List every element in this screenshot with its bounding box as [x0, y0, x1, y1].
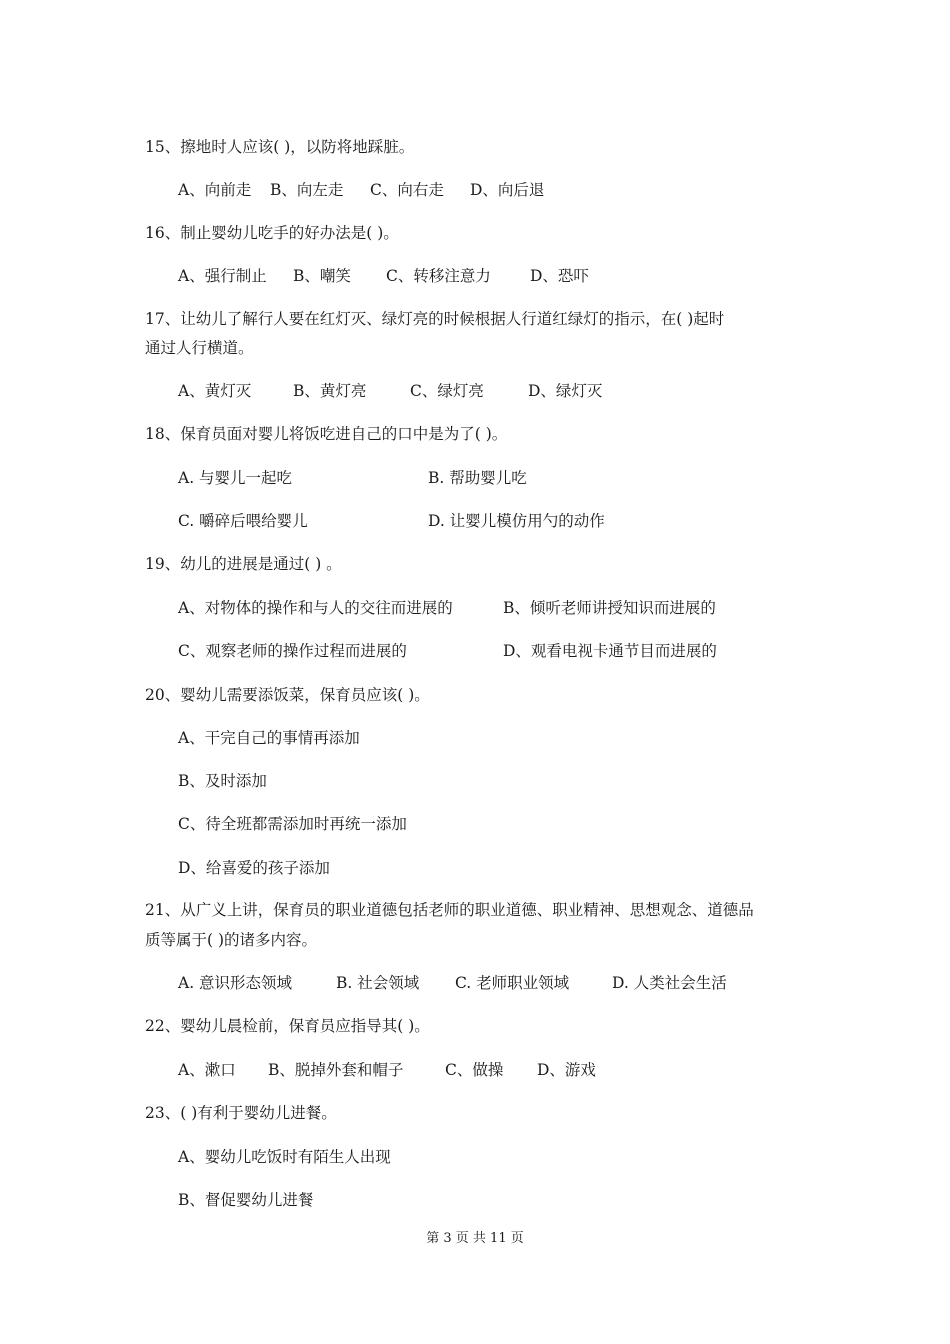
question-17-option: B、黄灯亮	[293, 382, 367, 400]
question-22-text: 22、婴幼儿晨检前，保育员应指导其( )。	[145, 1017, 430, 1035]
question-17-text: 17、让幼儿了解行人要在红灯灭、绿灯亮的时候根据人行道红绿灯的指示，在( )起时	[145, 310, 725, 328]
page-footer: 第 3 页 共 11 页	[426, 1231, 524, 1246]
question-15-option: D、向后退	[470, 181, 545, 199]
question-20-option: D、给喜爱的孩子添加	[178, 859, 330, 877]
question-21-option: B. 社会领域	[336, 974, 420, 992]
question-16-option: D、恐吓	[530, 267, 589, 285]
question-19-text: 19、幼儿的进展是通过( ) 。	[145, 555, 342, 573]
question-21-option: A. 意识形态领域	[178, 974, 293, 992]
question-21-text: 21、从广义上讲，保育员的职业道德包括老师的职业道德、职业精神、思想观念、道德品	[145, 901, 754, 919]
question-22-option: A、漱口	[178, 1061, 236, 1079]
question-18-option: A. 与婴儿一起吃	[178, 469, 293, 487]
question-20-text: 20、婴幼儿需要添饭菜，保育员应该( )。	[145, 686, 430, 704]
question-18-option: D. 让婴儿模仿用勺的动作	[428, 512, 605, 530]
question-15-option: A、向前走	[178, 181, 252, 199]
question-21-option: D. 人类社会生活	[612, 974, 727, 992]
question-15-option: B、向左走	[270, 181, 344, 199]
question-23-option: B、督促婴幼儿进餐	[178, 1191, 314, 1209]
question-17-option: A、黄灯灭	[178, 382, 252, 400]
question-15-text: 15、擦地时人应该( )，以防将地踩脏。	[145, 138, 415, 156]
question-17-text: 通过人行横道。	[145, 339, 254, 357]
question-15-option: C、向右走	[370, 181, 444, 199]
question-19-option: D、观看电视卡通节目而进展的	[503, 642, 717, 660]
question-16-text: 16、制止婴幼儿吃手的好办法是( )。	[145, 224, 399, 242]
question-19-option: B、倾听老师讲授知识而进展的	[503, 599, 716, 617]
question-17-option: D、绿灯灭	[528, 382, 603, 400]
question-23-option: A、婴幼儿吃饭时有陌生人出现	[178, 1148, 391, 1166]
question-18-text: 18、保育员面对婴儿将饭吃进自己的口中是为了( )。	[145, 425, 508, 443]
question-18-option: B. 帮助婴儿吃	[428, 469, 527, 487]
question-23-text: 23、( )有利于婴幼儿进餐。	[145, 1104, 337, 1122]
question-22-option: D、游戏	[537, 1061, 596, 1079]
question-20-option: B、及时添加	[178, 772, 267, 790]
question-21-option: C. 老师职业领域	[455, 974, 570, 992]
question-19-option: A、对物体的操作和与人的交往而进展的	[178, 599, 453, 617]
question-19-option: C、观察老师的操作过程而进展的	[178, 642, 407, 660]
question-22-option: C、做操	[445, 1061, 504, 1079]
question-16-option: B、嘲笑	[293, 267, 351, 285]
question-20-option: A、干完自己的事情再添加	[178, 729, 360, 747]
question-21-text: 质等属于( )的诸多内容。	[145, 931, 318, 949]
question-22-option: B、脱掉外套和帽子	[268, 1061, 404, 1079]
question-16-option: C、转移注意力	[386, 267, 491, 285]
question-16-option: A、强行制止	[178, 267, 267, 285]
question-18-option: C. 嚼碎后喂给婴儿	[178, 512, 308, 530]
question-20-option: C、待全班都需添加时再统一添加	[178, 815, 407, 833]
question-17-option: C、绿灯亮	[410, 382, 484, 400]
